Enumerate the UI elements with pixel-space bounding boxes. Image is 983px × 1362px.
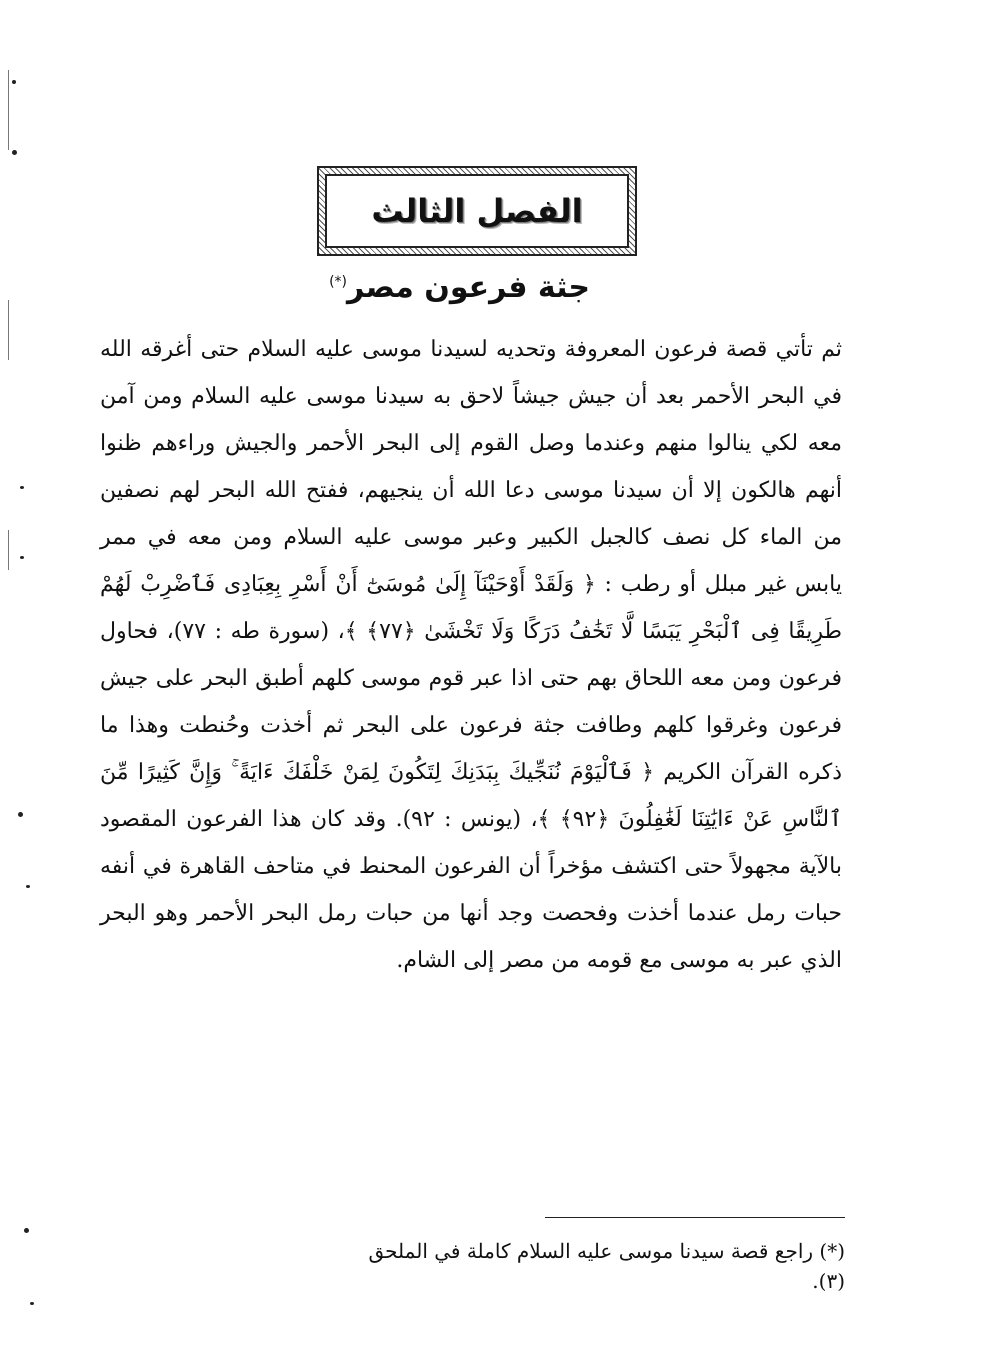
footnote-marker: (*)	[329, 274, 348, 290]
scan-dot	[26, 885, 30, 888]
scan-dot	[24, 1228, 29, 1233]
body-paragraph: ثم تأتي قصة فرعون المعروفة وتحديه لسيدنا موسى عليه السلام حتى أغرقه الله في البحر الأحمر بعد أن جيش جيشاً لاحق به سيدنا موسى عليه السلام ومن آمن معه لكي ينالوا منهم وعندما وصل القوم إلى البحر الأحمر والجيش وراءهم ظنوا أنهم هالكون إلا أن سيدنا موسى دعا الله أن ينجيهم، ففتح الله البحر لهم نصفين من الماء كل نصف كالجبل الكبير وعبر موسى عليه السلام ومن معه في ممر يابس غير مبلل أو رطب : ﴿ وَلَقَدْ أَوْحَيْنَآ إِلَىٰ مُوسَىٰٓ أَنْ أَسْرِ بِعِبَادِى فَٱضْرِبْ لَهُمْ طَرِيقًا فِى ٱلْبَحْرِ يَبَسًا لَّا تَخَٰفُ دَرَكًا وَلَا تَخْشَىٰ ﴿٧٧﴾ ﴾، (سورة طه : ٧٧)، فحاول فرعون ومن معه اللحاق بهم حتى اذا عبر قوم موسى كلهم أطبق البحر على جيش فرعون وغرقوا كلهم وطافت جثة فرعون على البحر ثم أخذت وحُنطت وهذا ما ذكره القرآن الكريم ﴿ فَٱلْيَوْمَ نُنَجِّيكَ بِبَدَنِكَ لِتَكُونَ لِمَنْ خَلْفَكَ ءَايَةً ۚ وَإِنَّ كَثِيرًا مِّنَ ٱلنَّاسِ عَنْ ءَايَٰتِنَا لَغَٰفِلُونَ ﴿٩٢﴾ ﴾، (يونس : ٩٢). وقد كان هذا الفرعون المقصود بالآية مجهولاً حتى اكتشف مؤخراً أن الفرعون المحنط في متاحف القاهرة في أنفه حبات رمل عندما أخذت وفحصت وجد أنها من حبات رمل البحر الأحمر وهو البحر الذي عبر به موسى مع قومه من مصر إلى الشام.	[100, 337, 843, 973]
scan-dot	[30, 1302, 34, 1305]
body-text	[100, 326, 842, 984]
section-heading	[300, 270, 590, 305]
scan-dot	[12, 150, 17, 155]
scan-dot	[18, 812, 23, 817]
footnote-divider	[545, 1217, 845, 1218]
chapter-banner-inner	[325, 174, 629, 248]
scan-edge-line	[8, 300, 9, 360]
scan-dot	[20, 556, 24, 559]
scan-dot	[20, 486, 24, 489]
scan-dot	[12, 80, 16, 84]
footnote: (*) راجع قصة سيدنا موسى عليه السلام كاملة في الملحق (٣).	[368, 1239, 845, 1293]
chapter-title: الفصل الثالث	[371, 192, 583, 230]
section-heading-text: جثة فرعون مصر	[347, 270, 590, 305]
scan-edge-line	[8, 530, 9, 570]
scan-edge-line	[8, 70, 9, 150]
chapter-banner	[317, 166, 637, 256]
